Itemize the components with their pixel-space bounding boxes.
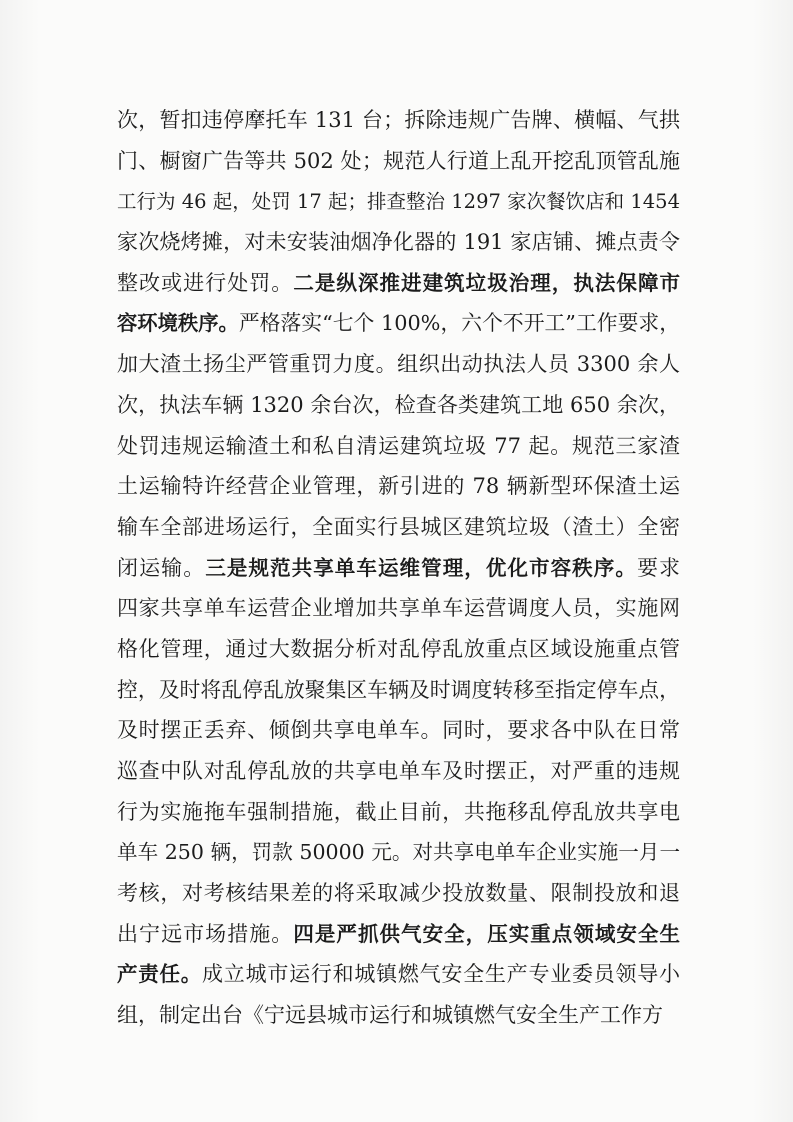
text-line <box>117 303 680 344</box>
text-segment: 四家共享单车运营企业增加共享单车运营调度人员，实施网 <box>117 596 680 621</box>
text-segment: 门、橱窗广告等共 502 处；规范人行道上乱开挖乱顶管乱施 <box>117 148 680 173</box>
text-segment: 严格落实“七个 100%，六个不开工”工作要求， <box>238 311 680 336</box>
text-segment: 成立城市运行和城镇燃气安全生产专业委员领导小 <box>202 962 681 987</box>
text-segment: 控，及时将乱停乱放聚集区车辆及时调度转移至指定停车点， <box>117 677 680 702</box>
text-line <box>117 629 680 670</box>
text-line <box>117 548 680 589</box>
body-text <box>117 100 680 1036</box>
text-line <box>117 873 680 914</box>
bold-heading-segment: 二是纵深推进建筑垃圾治理，执法保障市 <box>293 270 681 295</box>
text-segment: 行为实施拖车强制措施，截止目前，共拖移乱停乱放共享电 <box>117 799 680 824</box>
text-segment: 加大渣土扬尘严管重罚力度。组织出动执法人员 3300 余人 <box>117 352 680 377</box>
text-segment: 要求 <box>636 555 681 580</box>
text-segment: 闭运输。 <box>117 555 206 580</box>
text-line <box>117 426 680 467</box>
text-segment: 巡查中队对乱停乱放的共享电单车及时摆正，对严重的违规 <box>117 759 680 783</box>
text-line <box>117 751 680 792</box>
text-segment: 出宁远市场措施。 <box>117 921 294 946</box>
text-line <box>117 466 680 507</box>
text-line <box>117 710 680 751</box>
bold-heading-segment: 四是严抓供气安全，压实重点领域安全生 <box>293 921 681 946</box>
text-segment: 整改或进行处罚。 <box>117 270 294 295</box>
text-segment: 输车全部进场运行，全面实行县城区建筑垃圾（渣土）全密 <box>117 514 680 539</box>
text-line <box>117 507 680 548</box>
text-segment: 次，暂扣违停摩托车 131 台；拆除违规广告牌、横幅、气拱 <box>117 108 680 132</box>
text-line <box>117 832 680 873</box>
text-line <box>117 181 680 222</box>
text-line <box>117 263 680 304</box>
text-line <box>117 670 680 711</box>
text-line <box>117 222 680 263</box>
text-line <box>117 344 680 385</box>
text-line <box>117 792 680 833</box>
text-segment: 组，制定出台《宁远县城市运行和城镇燃气安全生产工作方 <box>117 1003 663 1028</box>
text-line <box>117 914 680 955</box>
bold-heading-segment: 三是规范共享单车运维管理，优化市容秩序。 <box>205 555 637 580</box>
bold-heading-segment: 产责任。 <box>117 962 203 987</box>
text-segment: 土运输特许经营企业管理，新引进的 78 辆新型环保渣土运 <box>117 474 680 499</box>
text-segment: 考核，对考核结果差的将采取减少投放数量、限制投放和退 <box>117 881 680 906</box>
text-line <box>117 954 680 995</box>
text-segment: 处罚违规运输渣土和私自清运建筑垃圾 77 起。规范三家渣 <box>117 433 680 458</box>
text-line <box>117 995 680 1036</box>
text-line <box>117 100 680 141</box>
bold-heading-segment: 容环境秩序。 <box>117 311 239 336</box>
text-segment: 家次烧烤摊，对未安装油烟净化器的 191 家店铺、摊点责令 <box>117 230 680 255</box>
text-segment: 次，执法车辆 1320 余台次，检查各类建筑工地 650 余次， <box>117 392 680 417</box>
text-line <box>117 141 680 182</box>
text-segment: 单车 250 辆，罚款 50000 元。对共享电单车企业实施一月一 <box>117 840 680 865</box>
text-segment: 格化管理，通过大数据分析对乱停乱放重点区域设施重点管 <box>117 636 680 661</box>
text-segment: 工行为 46 起，处罚 17 起；排查整治 1297 家次餐饮店和 1454 <box>117 190 680 214</box>
text-line <box>117 385 680 426</box>
text-line <box>117 588 680 629</box>
text-segment: 及时摆正丢弃、倾倒共享电单车。同时，要求各中队在日常 <box>117 718 680 743</box>
